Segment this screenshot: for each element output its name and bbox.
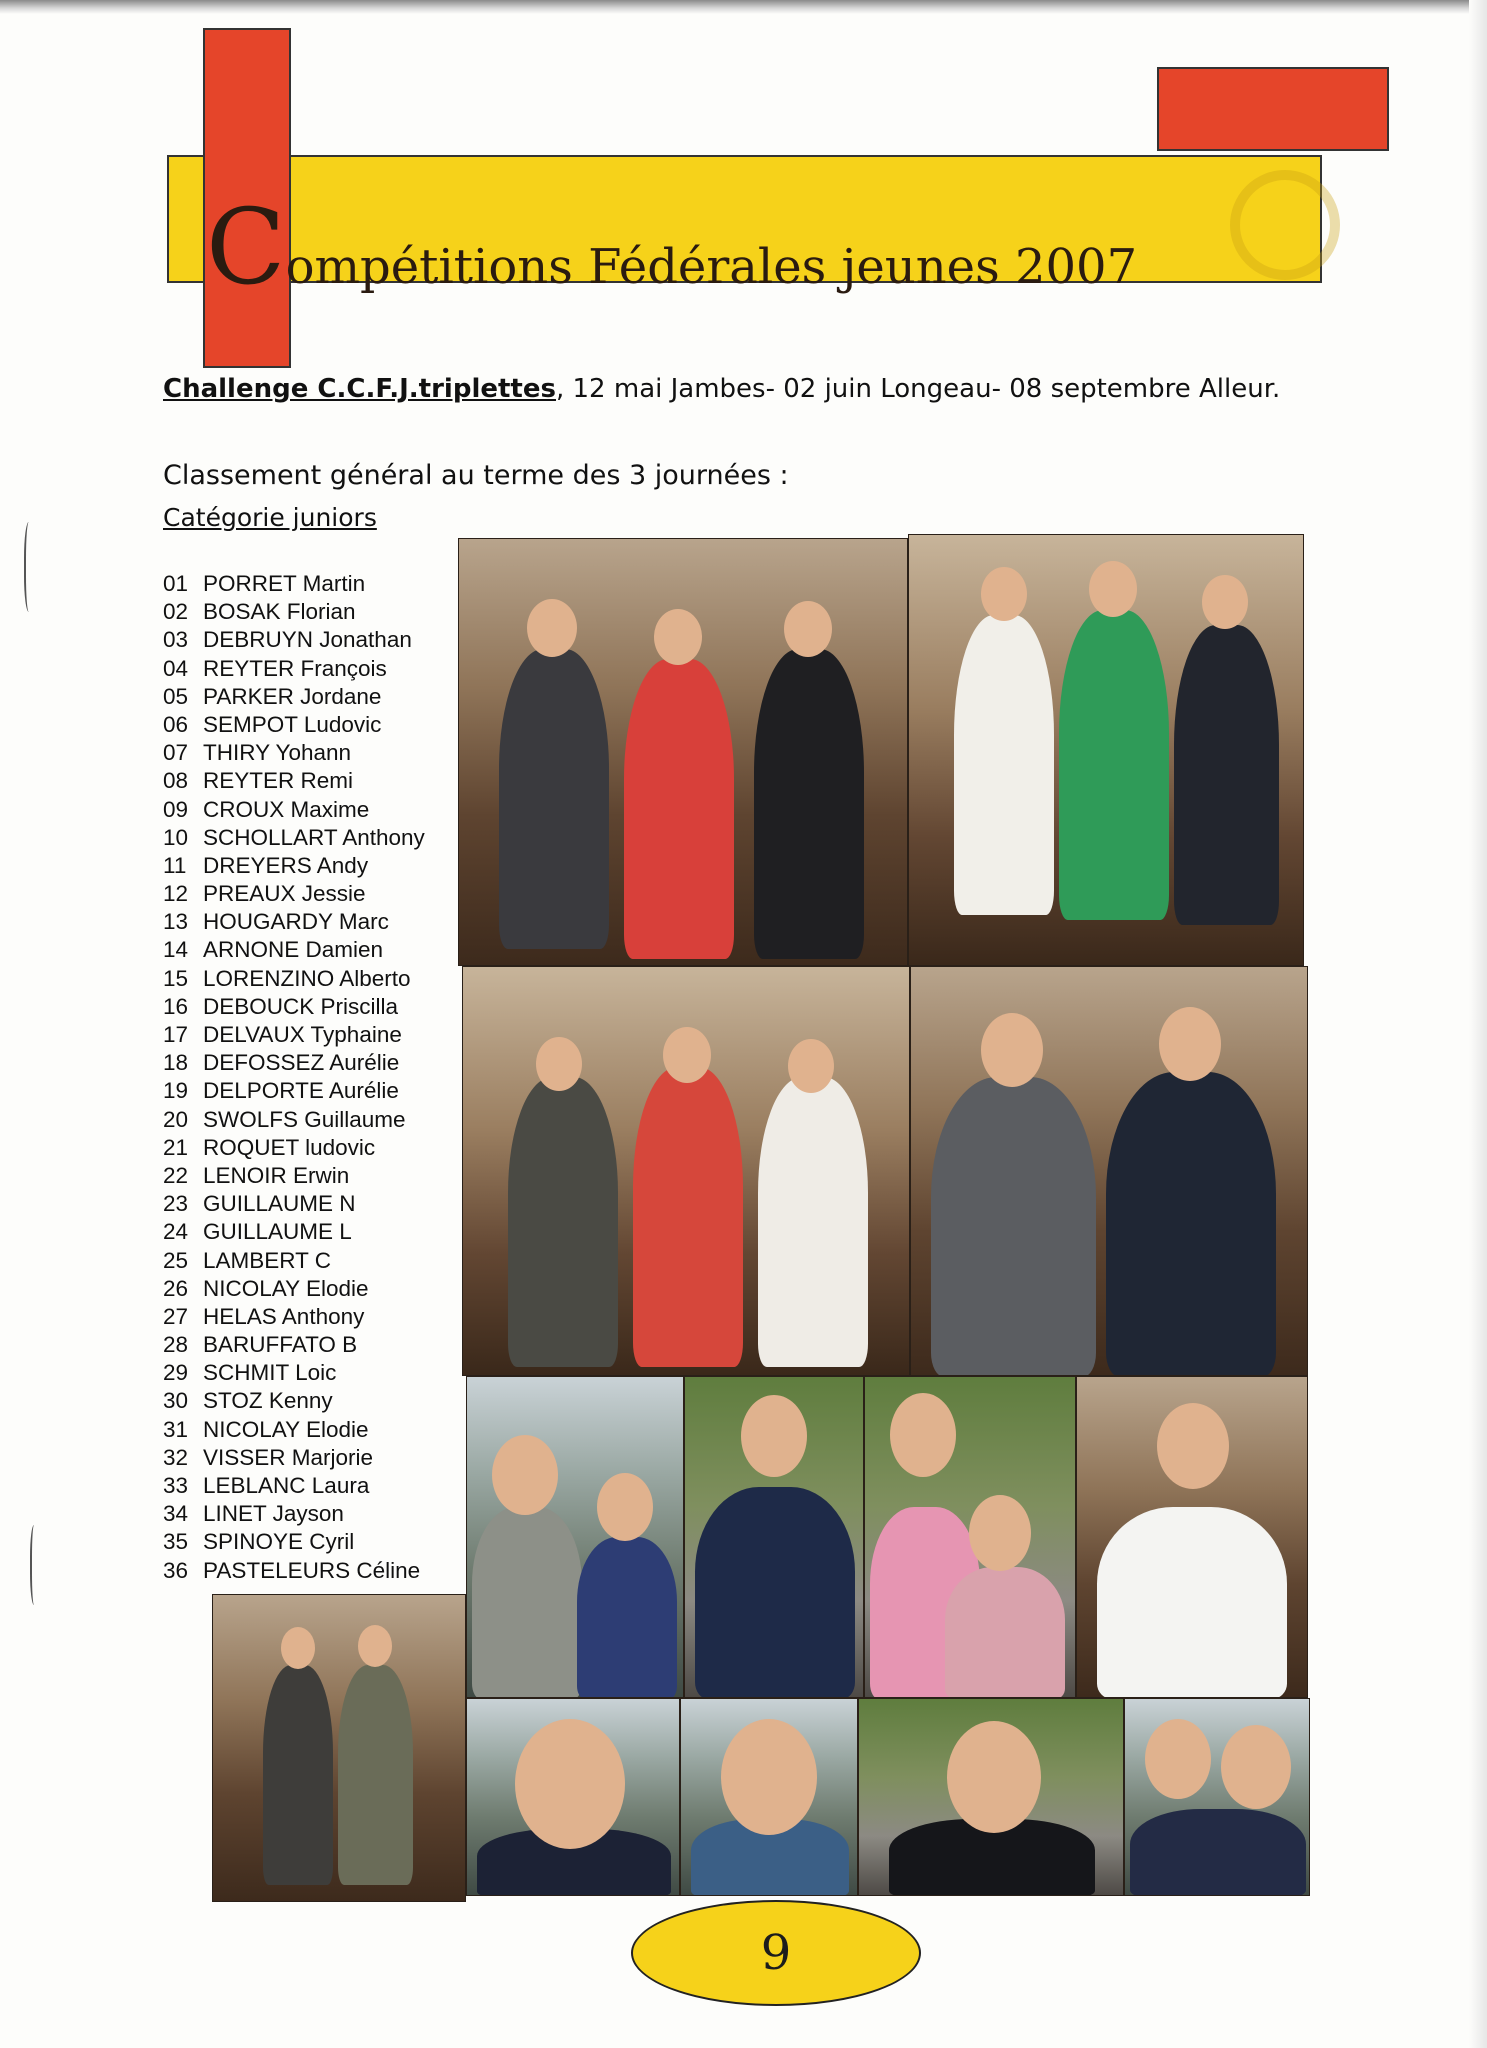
rank-name: LAMBERT C <box>203 1247 331 1273</box>
ranking-row <box>163 908 425 936</box>
ranking-row <box>163 570 425 598</box>
photo-figure <box>758 1077 868 1367</box>
ranking-row <box>163 1134 425 1162</box>
photo-figure-head <box>1221 1725 1291 1809</box>
ranking-row <box>163 1218 425 1246</box>
rank-number: 17 <box>163 1022 189 1047</box>
rank-name: GUILLAUME L <box>203 1219 352 1245</box>
rank-number: 20 <box>163 1106 189 1132</box>
ranking-row <box>163 1416 425 1444</box>
ranking-row <box>163 1472 425 1500</box>
photo-figure <box>508 1077 618 1367</box>
ranking-row <box>163 767 425 795</box>
rank-number: 25 <box>163 1247 189 1273</box>
photo-figure <box>945 1567 1065 1698</box>
photo-figure <box>954 615 1054 915</box>
ranking-row <box>163 626 425 654</box>
photo-figure <box>695 1487 855 1698</box>
photo-boy-waving <box>858 1698 1124 1896</box>
rank-number: 27 <box>163 1303 189 1329</box>
ranking-row <box>163 711 425 739</box>
ranking-row <box>163 1500 425 1528</box>
rank-name: SPINOYE Cyril <box>203 1529 355 1555</box>
rank-number: 13 <box>163 909 189 935</box>
ranking-row <box>163 598 425 626</box>
photo-two-girls-portrait <box>1124 1698 1310 1896</box>
rank-name: VISSER Marjorie <box>203 1444 374 1470</box>
ranking-row <box>163 824 425 852</box>
photo-figure-head <box>784 601 832 657</box>
rank-name: REYTER François <box>203 655 387 681</box>
rank-number: 14 <box>163 937 189 963</box>
ranking-row <box>163 993 425 1021</box>
challenge-details: , 12 mai Jambes- 02 juin Longeau- 08 septembre Alleur. <box>555 374 1281 404</box>
photo-figure <box>263 1665 333 1885</box>
rank-name: LEBLANC Laura <box>203 1473 370 1498</box>
photo-figure-head <box>597 1473 653 1541</box>
rank-number: 22 <box>163 1162 189 1188</box>
ranking-row <box>163 965 425 993</box>
ranking-row <box>163 880 425 908</box>
rank-name: LENOIR Erwin <box>203 1162 350 1188</box>
ranking-row <box>163 936 425 964</box>
ranking-row <box>163 1077 425 1105</box>
ranking-row <box>163 1387 425 1415</box>
rank-name: BOSAK Florian <box>203 599 356 625</box>
ranking-row <box>163 1021 425 1049</box>
photo-figure <box>1130 1809 1306 1896</box>
photo-figure-head <box>890 1393 956 1477</box>
ranking-row <box>163 1444 425 1472</box>
photo-figure-head <box>663 1027 711 1083</box>
photo-two-girls <box>864 1376 1076 1698</box>
photo-figure-head <box>536 1037 582 1091</box>
ranking-row <box>163 796 425 824</box>
rank-name: DEBOUCK Priscilla <box>203 993 399 1019</box>
rank-number: 03 <box>163 627 189 653</box>
rank-name: NICOLAY Elodie <box>203 1416 369 1442</box>
photo-portrait-boy-1 <box>466 1698 680 1896</box>
ranking-row <box>163 739 425 767</box>
rank-name: CROUX Maxime <box>203 796 370 822</box>
rank-name: SWOLFS Guillaume <box>203 1106 406 1132</box>
rank-name: PASTELEURS Céline <box>203 1557 421 1583</box>
photo-figure-head <box>721 1719 817 1835</box>
photo-figure-head <box>1157 1403 1229 1489</box>
photo-figure-head <box>492 1435 558 1515</box>
classement-heading: Classement général au terme des 3 journées : <box>163 460 789 491</box>
photo-podium-juniors-3 <box>462 966 910 1376</box>
rank-name: REYTER Remi <box>203 768 354 794</box>
page-number-badge <box>631 1900 921 2006</box>
rank-number: 10 <box>163 824 189 850</box>
rank-name: ROQUET ludovic <box>203 1134 376 1160</box>
category-label: Catégorie juniors <box>163 503 377 532</box>
photo-figure <box>577 1537 677 1698</box>
photo-figure-head <box>788 1039 834 1093</box>
rank-name: SCHOLLART Anthony <box>203 824 425 850</box>
rank-number: 16 <box>163 993 189 1019</box>
rank-number: 18 <box>163 1050 189 1076</box>
rank-number: 07 <box>163 740 189 766</box>
rank-number: 19 <box>163 1078 189 1104</box>
rank-number: 04 <box>163 655 189 681</box>
rank-name: PARKER Jordane <box>203 683 382 709</box>
photo-figure <box>754 649 864 959</box>
photo-podium-juniors-1 <box>458 538 908 966</box>
rank-name: THIRY Yohann <box>203 740 352 766</box>
ranking-row <box>163 1557 425 1585</box>
photo-figure <box>624 659 734 959</box>
rank-number: 33 <box>163 1473 189 1498</box>
photo-figure-head <box>981 567 1027 621</box>
photo-figure-head <box>654 609 702 665</box>
ranking-row <box>163 683 425 711</box>
photo-figure-head <box>1159 1007 1221 1081</box>
rank-number: 02 <box>163 599 189 625</box>
title-rest: ompétitions Fédérales jeunes 2007 <box>285 239 1138 295</box>
rank-name: STOZ Kenny <box>203 1388 333 1414</box>
rank-number: 12 <box>163 881 189 907</box>
rank-name: DEFOSSEZ Aurélie <box>203 1050 400 1076</box>
photo-portrait-boy-glasses <box>680 1698 858 1896</box>
rank-name: DEBRUYN Jonathan <box>203 627 412 653</box>
rank-number: 08 <box>163 768 189 794</box>
rank-name: BARUFFATO B <box>203 1332 358 1358</box>
ranking-row <box>163 1303 425 1331</box>
photo-podium-juniors-2 <box>908 534 1304 966</box>
rank-name: SCHMIT Loic <box>203 1360 337 1386</box>
pencil-mark <box>24 522 36 612</box>
rank-name: DELVAUX Typhaine <box>203 1022 402 1047</box>
rank-name: NICOLAY Elodie <box>203 1275 369 1301</box>
photo-figure-head <box>527 599 577 657</box>
rank-number: 30 <box>163 1388 189 1414</box>
ranking-row <box>163 1106 425 1134</box>
ranking-row <box>163 1049 425 1077</box>
ranking-row <box>163 1331 425 1359</box>
rank-number: 11 <box>163 852 187 878</box>
rank-name: DREYERS Andy <box>203 852 369 878</box>
scan-top-edge <box>0 0 1487 14</box>
rank-number: 21 <box>163 1134 189 1160</box>
challenge-name: Challenge C.C.F.J.triplettes <box>163 374 556 404</box>
rank-number: 06 <box>163 711 189 737</box>
rank-number: 34 <box>163 1501 189 1527</box>
photo-figure-head <box>947 1721 1041 1833</box>
photo-figure-head <box>1145 1719 1211 1799</box>
photo-figure-head <box>741 1395 807 1477</box>
rank-name: DELPORTE Aurélie <box>203 1078 399 1104</box>
ranking-row <box>163 1275 425 1303</box>
ranking-row <box>163 1190 425 1218</box>
photo-pair-standing <box>212 1594 466 1902</box>
photo-figure-head <box>969 1495 1031 1571</box>
page-number: 9 <box>760 1925 792 1981</box>
photo-duo-trophies <box>910 966 1308 1376</box>
rank-name: LINET Jayson <box>203 1501 344 1527</box>
scan-right-edge <box>1469 0 1487 2048</box>
challenge-line <box>163 374 1280 404</box>
rank-name: PORRET Martin <box>203 571 366 596</box>
rank-number: 28 <box>163 1332 189 1358</box>
rank-name: GUILLAUME N <box>203 1191 356 1217</box>
ranking-row <box>163 655 425 683</box>
rank-name: HELAS Anthony <box>203 1303 365 1329</box>
photo-junior-with-cap <box>684 1376 864 1698</box>
photo-figure-head <box>358 1625 392 1667</box>
title-initial: C <box>206 186 286 308</box>
ranking-row <box>163 1247 425 1275</box>
rank-name: ARNONE Damien <box>203 937 384 963</box>
rank-number: 31 <box>163 1416 189 1442</box>
rank-number: 23 <box>163 1191 189 1217</box>
rank-number: 36 <box>163 1557 189 1583</box>
title-ghost-letter <box>1230 170 1340 280</box>
rank-number: 26 <box>163 1275 189 1301</box>
rank-name: LORENZINO Alberto <box>203 965 411 991</box>
rank-name: PREAUX Jessie <box>203 881 366 907</box>
ranking-row <box>163 1528 425 1556</box>
photo-two-juniors-outdoor <box>466 1376 684 1698</box>
photo-figure <box>633 1067 743 1367</box>
photo-figure <box>1059 610 1169 920</box>
photo-figure <box>338 1665 413 1885</box>
page-title <box>206 186 1138 308</box>
photo-figure-head <box>515 1719 625 1849</box>
ranking-row <box>163 1162 425 1190</box>
photo-figure <box>1106 1072 1276 1376</box>
photo-figure-head <box>1089 561 1137 617</box>
photo-figure-head <box>981 1013 1043 1087</box>
rank-name: SEMPOT Ludovic <box>203 711 382 737</box>
photo-figure <box>1174 625 1279 925</box>
rank-number: 29 <box>163 1360 189 1386</box>
photo-figure <box>472 1507 582 1698</box>
rank-number: 05 <box>163 683 189 709</box>
ranking-row <box>163 852 425 880</box>
photo-figure-head <box>281 1627 315 1669</box>
pencil-mark <box>30 1525 40 1605</box>
ranking-row <box>163 1359 425 1387</box>
rank-number: 15 <box>163 965 189 991</box>
photo-figure-head <box>1202 575 1248 629</box>
photo-figure <box>1097 1507 1287 1698</box>
rank-number: 32 <box>163 1444 189 1470</box>
rank-number: 09 <box>163 796 189 822</box>
rank-number: 24 <box>163 1219 189 1245</box>
rank-number: 01 <box>163 571 189 596</box>
title-red-corner-block <box>1157 67 1389 151</box>
photo-girl-with-trophy <box>1076 1376 1308 1698</box>
photo-figure <box>931 1077 1096 1376</box>
rank-name: HOUGARDY Marc <box>203 909 389 935</box>
ranking-list <box>163 570 425 1585</box>
rank-number: 35 <box>163 1529 189 1555</box>
photo-figure <box>499 649 609 949</box>
